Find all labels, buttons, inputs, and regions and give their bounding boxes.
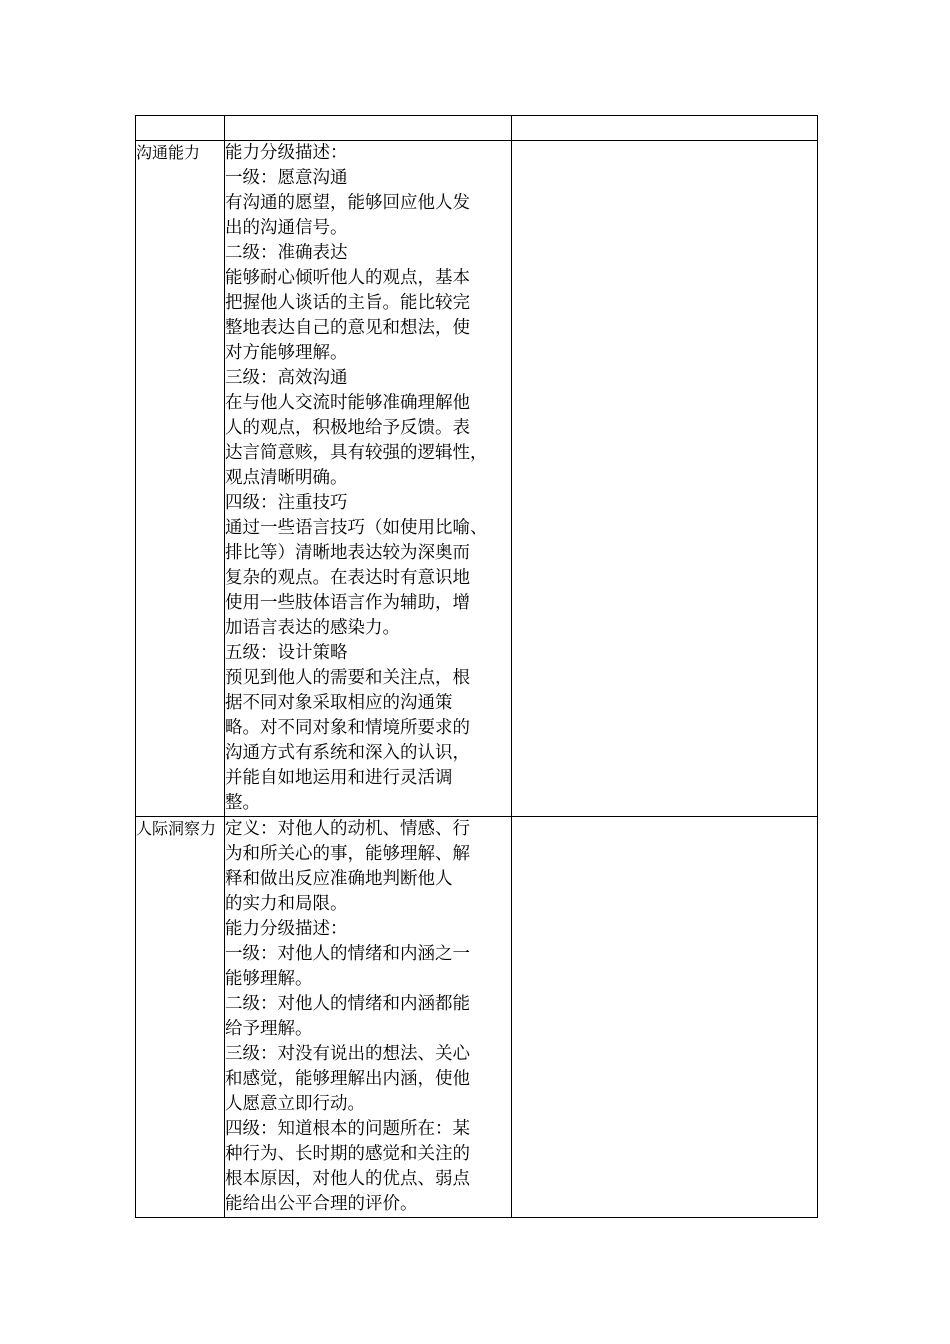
competency-note <box>512 141 818 817</box>
description-line: 二级：对他人的情绪和内涵都能 <box>225 994 470 1014</box>
description-line: 一级：愿意沟通 <box>225 168 348 188</box>
description-line: 复杂的观点。在表达时有意识地 <box>225 568 470 588</box>
description-line: 整。 <box>225 793 260 813</box>
description-line: 沟通方式有系统和深入的认识， <box>225 743 470 763</box>
description-line: 和感觉，能够理解出内涵，使他 <box>225 1069 470 1089</box>
description-line: 人的观点，积极地给予反馈。表 <box>225 418 470 438</box>
description-line: 五级：设计策略 <box>225 643 348 663</box>
description-line: 观点清晰明确。 <box>225 468 348 488</box>
description-line: 三级：高效沟通 <box>225 368 348 388</box>
table-row-communication <box>136 141 818 817</box>
description-line: 能力分级描述： <box>225 143 348 163</box>
description-line: 四级：知道根本的问题所在：某 <box>225 1119 470 1139</box>
description-line: 根本原因，对他人的优点、弱点 <box>225 1169 470 1189</box>
description-line: 三级：对没有说出的想法、关心 <box>225 1044 470 1064</box>
description-line: 达言简意赅，具有较强的逻辑性， <box>225 443 488 463</box>
header-cell-3 <box>512 116 818 141</box>
description-line: 种行为、长时期的感觉和关注的 <box>225 1144 470 1164</box>
description-line: 给予理解。 <box>225 1019 313 1039</box>
description-line: 整地表达自己的意见和想法，使 <box>225 318 470 338</box>
header-cell-1 <box>136 116 225 141</box>
description-line: 一级：对他人的情绪和内涵之一 <box>225 944 470 964</box>
description-line: 二级：准确表达 <box>225 243 348 263</box>
competency-label: 人际洞察力 <box>136 817 225 1218</box>
description-line: 定义：对他人的动机、情感、行 <box>225 819 470 839</box>
competency-table <box>135 115 818 1218</box>
description-line: 人愿意立即行动。 <box>225 1094 365 1114</box>
description-line: 释和做出反应准确地判断他人 <box>225 869 453 889</box>
description-line: 能够理解。 <box>225 969 313 989</box>
table-row-interpersonal-insight <box>136 817 818 1218</box>
description-line: 对方能够理解。 <box>225 343 348 363</box>
description-line: 能够耐心倾听他人的观点，基本 <box>225 268 470 288</box>
description-line: 使用一些肢体语言作为辅助，增 <box>225 593 470 613</box>
description-line: 为和所关心的事，能够理解、解 <box>225 844 470 864</box>
description-line: 据不同对象采取相应的沟通策 <box>225 693 453 713</box>
description-line: 能力分级描述： <box>225 919 348 939</box>
description-line: 的实力和局限。 <box>225 894 348 914</box>
description-line: 四级：注重技巧 <box>225 493 348 513</box>
description-line: 略。对不同对象和情境所要求的 <box>225 718 470 738</box>
description-line: 预见到他人的需要和关注点，根 <box>225 668 470 688</box>
description-line: 能给出公平合理的评价。 <box>225 1194 418 1214</box>
competency-description <box>225 817 512 1218</box>
description-line: 有沟通的愿望，能够回应他人发 <box>225 193 470 213</box>
description-line: 并能自如地运用和进行灵活调 <box>225 768 453 788</box>
competency-description <box>225 141 512 817</box>
competency-label: 沟通能力 <box>136 141 225 817</box>
table-header-row <box>136 116 818 141</box>
description-line: 出的沟通信号。 <box>225 218 348 238</box>
description-line: 排比等）清晰地表达较为深奥而 <box>225 543 470 563</box>
description-line: 加语言表达的感染力。 <box>225 618 400 638</box>
competency-note <box>512 817 818 1218</box>
description-line: 把握他人谈话的主旨。能比较完 <box>225 293 470 313</box>
description-line: 在与他人交流时能够准确理解他 <box>225 393 470 413</box>
header-cell-2 <box>225 116 512 141</box>
description-line: 通过一些语言技巧（如使用比喻、 <box>225 518 488 538</box>
